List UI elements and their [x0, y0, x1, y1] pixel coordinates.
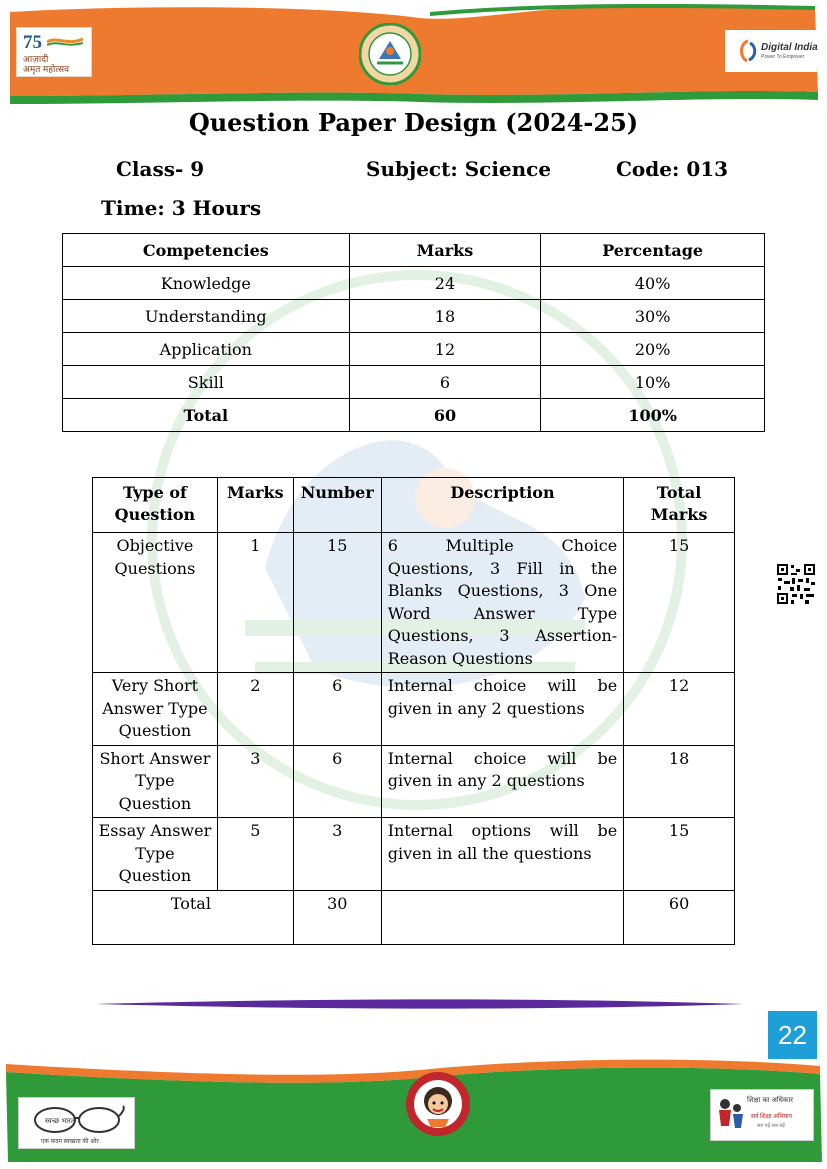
column-header: Type of Question [93, 478, 218, 533]
shiksha-line3: सब पढ़ें सब बढ़ें [757, 1123, 785, 1129]
beti-bachao-girl-icon [405, 1071, 471, 1137]
table-row [93, 673, 735, 746]
table-cell: 100% [541, 399, 765, 432]
decorative-divider [96, 996, 744, 1012]
logo-text-line2: अमृत महोत्सव [23, 64, 70, 74]
logo-text-line1: आज़ादी [23, 54, 49, 64]
table-cell: Internal options will be given in all the questions [381, 818, 623, 891]
table-cell: 3 [293, 818, 381, 891]
table-cell: 15 [293, 533, 381, 673]
table-cell: Very Short Answer Type Question [93, 673, 218, 746]
table-total-row [63, 399, 765, 432]
table-cell: 60 [349, 399, 541, 432]
table-cell: 6 Multiple Choice Questions, 3 Fill in the Blanks Questions, 3 One Word Answer Type Questions, 3 Assertion-Reason Questions [381, 533, 623, 673]
shiksha-ka-adhikar-logo [710, 1089, 814, 1141]
table-cell: 60 [624, 890, 735, 944]
table-row [63, 366, 765, 399]
qr-code-icon[interactable] [776, 563, 816, 605]
table-cell: 20% [541, 333, 765, 366]
code-label: Code: 013 [616, 157, 729, 181]
table-cell: 15 [624, 533, 735, 673]
competency-table [62, 233, 765, 432]
table-cell: Essay Answer Type Question [93, 818, 218, 891]
table-cell: 1 [217, 533, 293, 673]
table-cell: 30 [293, 890, 381, 944]
page-title: Question Paper Design (2024-25) [188, 108, 639, 137]
class-label: Class- 9 [116, 157, 205, 181]
swachh-bharat-logo [18, 1097, 135, 1149]
column-header: Percentage [541, 234, 765, 267]
table-cell: 12 [624, 673, 735, 746]
column-header: Total Marks [624, 478, 735, 533]
table-cell: Short Answer Type Question [93, 745, 218, 818]
subject-label: Subject: Science [366, 157, 552, 181]
column-header: Marks [349, 234, 541, 267]
column-header: Competencies [63, 234, 350, 267]
table-cell: Application [63, 333, 350, 366]
table-cell: 12 [349, 333, 541, 366]
table-cell: 3 [217, 745, 293, 818]
page-number: 22 [768, 1011, 817, 1059]
column-header: Description [381, 478, 623, 533]
swachh-caption: एक कदम स्वच्छता की ओर [41, 1139, 99, 1145]
question-type-table [92, 477, 735, 945]
swachh-text: स्वच्छ भारत [45, 1117, 75, 1125]
table-cell: Internal choice will be given in any 2 questions [381, 673, 623, 746]
table-row [93, 745, 735, 818]
table-cell: 5 [217, 818, 293, 891]
table-cell: 2 [217, 673, 293, 746]
table-row [93, 818, 735, 891]
table-cell: 15 [624, 818, 735, 891]
column-header: Number [293, 478, 381, 533]
table-cell [381, 890, 623, 944]
table-cell: Objective Questions [93, 533, 218, 673]
digital-india-tagline: Power To Empower [761, 54, 805, 60]
table-cell: 18 [624, 745, 735, 818]
table-cell: 10% [541, 366, 765, 399]
digital-india-swirl-icon [737, 39, 759, 63]
shiksha-line2: सर्व शिक्षा अभियान [751, 1114, 792, 1120]
table-row [63, 267, 765, 300]
table-row [63, 333, 765, 366]
shiksha-line1: शिक्षा का अधिकार [747, 1097, 794, 1104]
table-cell: Internal choice will be given in any 2 questions [381, 745, 623, 818]
table-cell: Total [63, 399, 350, 432]
table-row [63, 300, 765, 333]
table-header-row [63, 234, 765, 267]
column-header: Marks [217, 478, 293, 533]
time-label: Time: 3 Hours [101, 196, 262, 220]
table-cell: Knowledge [63, 267, 350, 300]
digital-india-title: Digital India [761, 42, 818, 53]
table-cell: Total [93, 890, 294, 944]
azadi-amrit-mahotsav-logo [16, 27, 92, 77]
table-cell: 24 [349, 267, 541, 300]
table-cell: 30% [541, 300, 765, 333]
table-total-row [93, 890, 735, 944]
flag-swirl-icon [47, 36, 83, 48]
table-cell: 6 [293, 673, 381, 746]
logo-number: 75 [23, 32, 42, 53]
glasses-icon [25, 1104, 127, 1136]
board-emblem-icon [359, 23, 421, 85]
children-reading-icon [715, 1096, 745, 1134]
table-row [93, 533, 735, 673]
table-header-row [93, 478, 735, 533]
table-cell: Understanding [63, 300, 350, 333]
table-cell: 40% [541, 267, 765, 300]
digital-india-logo [735, 37, 818, 67]
table-cell: 6 [293, 745, 381, 818]
table-cell: 6 [349, 366, 541, 399]
table-cell: 18 [349, 300, 541, 333]
table-cell: Skill [63, 366, 350, 399]
